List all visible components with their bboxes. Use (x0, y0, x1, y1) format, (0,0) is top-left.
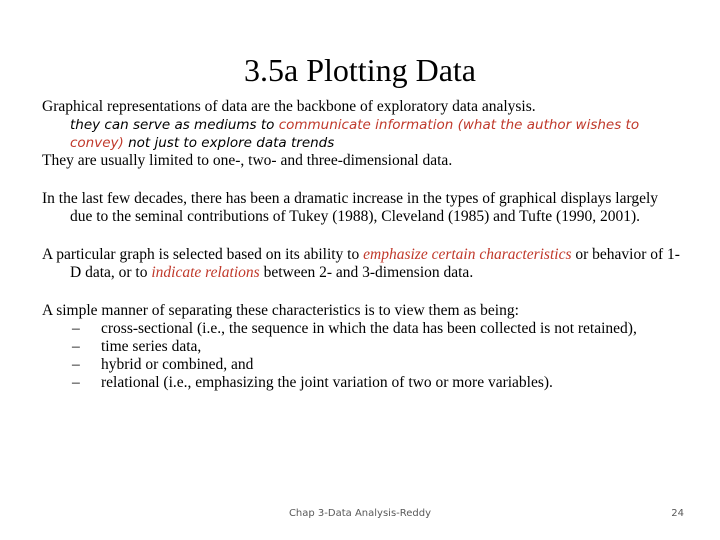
sub-point-text-end: not just to explore data trends (123, 135, 335, 151)
page-number: 24 (671, 508, 684, 519)
spacer (42, 282, 682, 302)
paragraph-dimensions: They are usually limited to one-, two- and three-dimensional data. (42, 152, 453, 169)
list-item-text: hybrid or combined, and (101, 356, 254, 373)
paragraph-exploratory: Graphical representations of data are the backbone of exploratory data analysis. (42, 98, 536, 115)
paragraph-graph-selection (42, 246, 682, 282)
slide-body (42, 98, 682, 392)
paragraph-separation: A simple manner of separating these characteristics is to view them as being: (42, 302, 519, 319)
slide-footer: Chap 3-Data Analysis-Reddy (288, 508, 432, 519)
sub-point-text: they can serve as mediums to (70, 117, 279, 133)
list-item-text: relational (i.e., emphasizing the joint variation of two or more variables). (101, 374, 553, 391)
list-item (42, 374, 682, 392)
slide-title: 3.5a Plotting Data (244, 52, 476, 88)
list-item (42, 356, 682, 374)
dash-icon: – (72, 320, 80, 337)
highlight-emphasize: emphasize certain characteristics (363, 246, 572, 263)
graph-selection-text: A particular graph is selected based on its ability to (42, 246, 364, 263)
dash-icon: – (72, 338, 80, 355)
paragraph-history: In the last few decades, there has been a dramatic increase in the types of graphical displays largely due to the seminal contributions of Tukey (1988), Cleveland (1985) and Tufte (1990, 2001). (42, 190, 659, 225)
highlight-communicate-information: communicate information (what the author wishes to convey) (70, 117, 640, 151)
graph-selection-text-end: between 2- and 3-dimension data. (259, 264, 474, 281)
list-item-text: time series data, (101, 338, 202, 355)
dash-icon: – (72, 356, 80, 373)
graph-selection-text-mid: or behavior of 1-D data, or to (70, 246, 680, 281)
sub-point-communicate (42, 116, 682, 152)
highlight-indicate-relations: indicate relations (151, 264, 260, 281)
dash-icon: – (72, 374, 80, 391)
list-item (42, 320, 682, 338)
spacer (42, 170, 682, 190)
list-item-text: cross-sectional (i.e., the sequence in which the data has been collected is not retained), (101, 320, 637, 337)
spacer (42, 226, 682, 246)
list-item (42, 338, 682, 356)
